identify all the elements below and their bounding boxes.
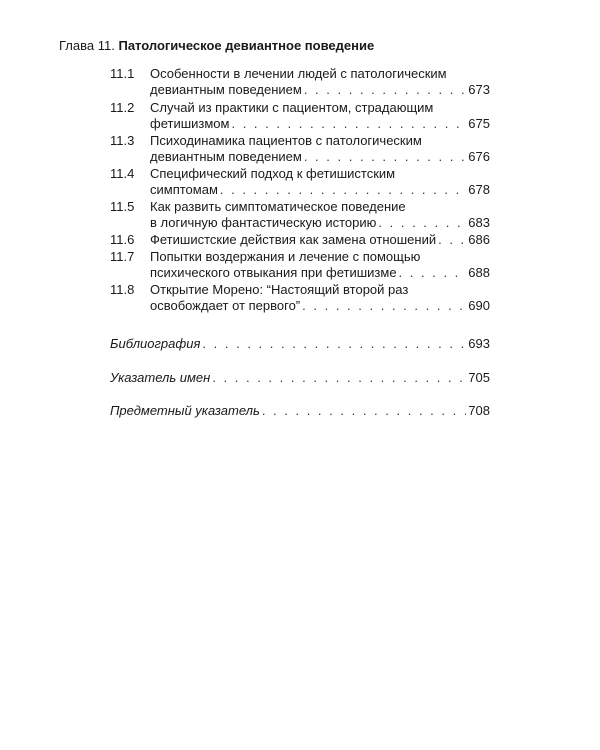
entry-title-line: симптомам xyxy=(150,182,218,197)
entry-page: 705 xyxy=(468,370,490,385)
entry-page: 690 xyxy=(468,298,490,313)
entry-page: 683 xyxy=(468,215,490,230)
leader-dots xyxy=(304,82,466,98)
back-title: Предметный указатель xyxy=(110,403,260,418)
entry-page: 675 xyxy=(468,116,490,131)
entry-title-line: Открытие Морено: “Настоящий второй раз xyxy=(150,282,409,297)
entry-title-line: девиантным поведением xyxy=(150,149,302,164)
entry-number: 11.1 xyxy=(110,66,135,81)
entry-title-line: психического отвыкания при фетишизме xyxy=(150,265,397,280)
entry-number: 11.6 xyxy=(110,232,135,247)
leader-dots xyxy=(220,182,466,198)
entry-number: 11.3 xyxy=(110,133,135,148)
entry-page: 676 xyxy=(468,149,490,164)
leader-dots xyxy=(302,298,466,314)
entry-number: 11.7 xyxy=(110,249,135,264)
entry-title-line: Специфический подход к фетишистским xyxy=(150,166,396,181)
chapter-prefix: Глава 11. xyxy=(59,38,115,53)
entry-title-line: Особенности в лечении людей с патологическим xyxy=(150,66,447,81)
leader-dots xyxy=(378,215,466,231)
toc-entry-bibliography[interactable] xyxy=(110,336,490,352)
entry-title-line: девиантным поведением xyxy=(150,82,302,97)
entry-title-line: Случай из практики с пациентом, страдающим xyxy=(150,100,434,115)
entry-page: 693 xyxy=(468,336,490,351)
leader-dots xyxy=(212,370,466,386)
entry-number: 11.8 xyxy=(110,282,135,297)
leader-dots xyxy=(399,265,467,281)
leader-dots xyxy=(202,336,466,352)
back-title: Библиография xyxy=(110,336,201,351)
toc-entry-subject-index[interactable] xyxy=(110,403,490,419)
entry-title-line: в логичную фантастическую историю xyxy=(150,215,377,230)
entry-title-line: Как развить симптоматическое поведение xyxy=(150,199,406,214)
entry-page: 686 xyxy=(468,232,490,247)
leader-dots xyxy=(304,149,466,165)
entry-number: 11.5 xyxy=(110,199,135,214)
entry-title-line: Фетишистские действия как замена отношений xyxy=(150,232,437,247)
leader-dots xyxy=(231,116,466,132)
entry-title-line: фетишизмом xyxy=(150,116,230,131)
back-title: Указатель имен xyxy=(110,370,211,385)
entry-page: 678 xyxy=(468,182,490,197)
entry-title-line: Психодинамика пациентов с патологическим xyxy=(150,133,422,148)
entry-page: 688 xyxy=(468,265,490,280)
entry-page: 673 xyxy=(468,82,490,97)
toc-entry-name-index[interactable] xyxy=(110,370,490,386)
chapter-title: Патологическое девиантное поведение xyxy=(118,38,375,53)
entry-number: 11.4 xyxy=(110,166,135,181)
leader-dots xyxy=(262,403,466,419)
entry-title-line: освобождает от первого” xyxy=(150,298,301,313)
entry-title-line: Попытки воздержания и лечение с помощью xyxy=(150,249,421,264)
entry-page: 708 xyxy=(468,403,490,418)
leader-dots xyxy=(438,232,466,248)
entry-number: 11.2 xyxy=(110,100,135,115)
chapter-heading xyxy=(59,37,374,55)
